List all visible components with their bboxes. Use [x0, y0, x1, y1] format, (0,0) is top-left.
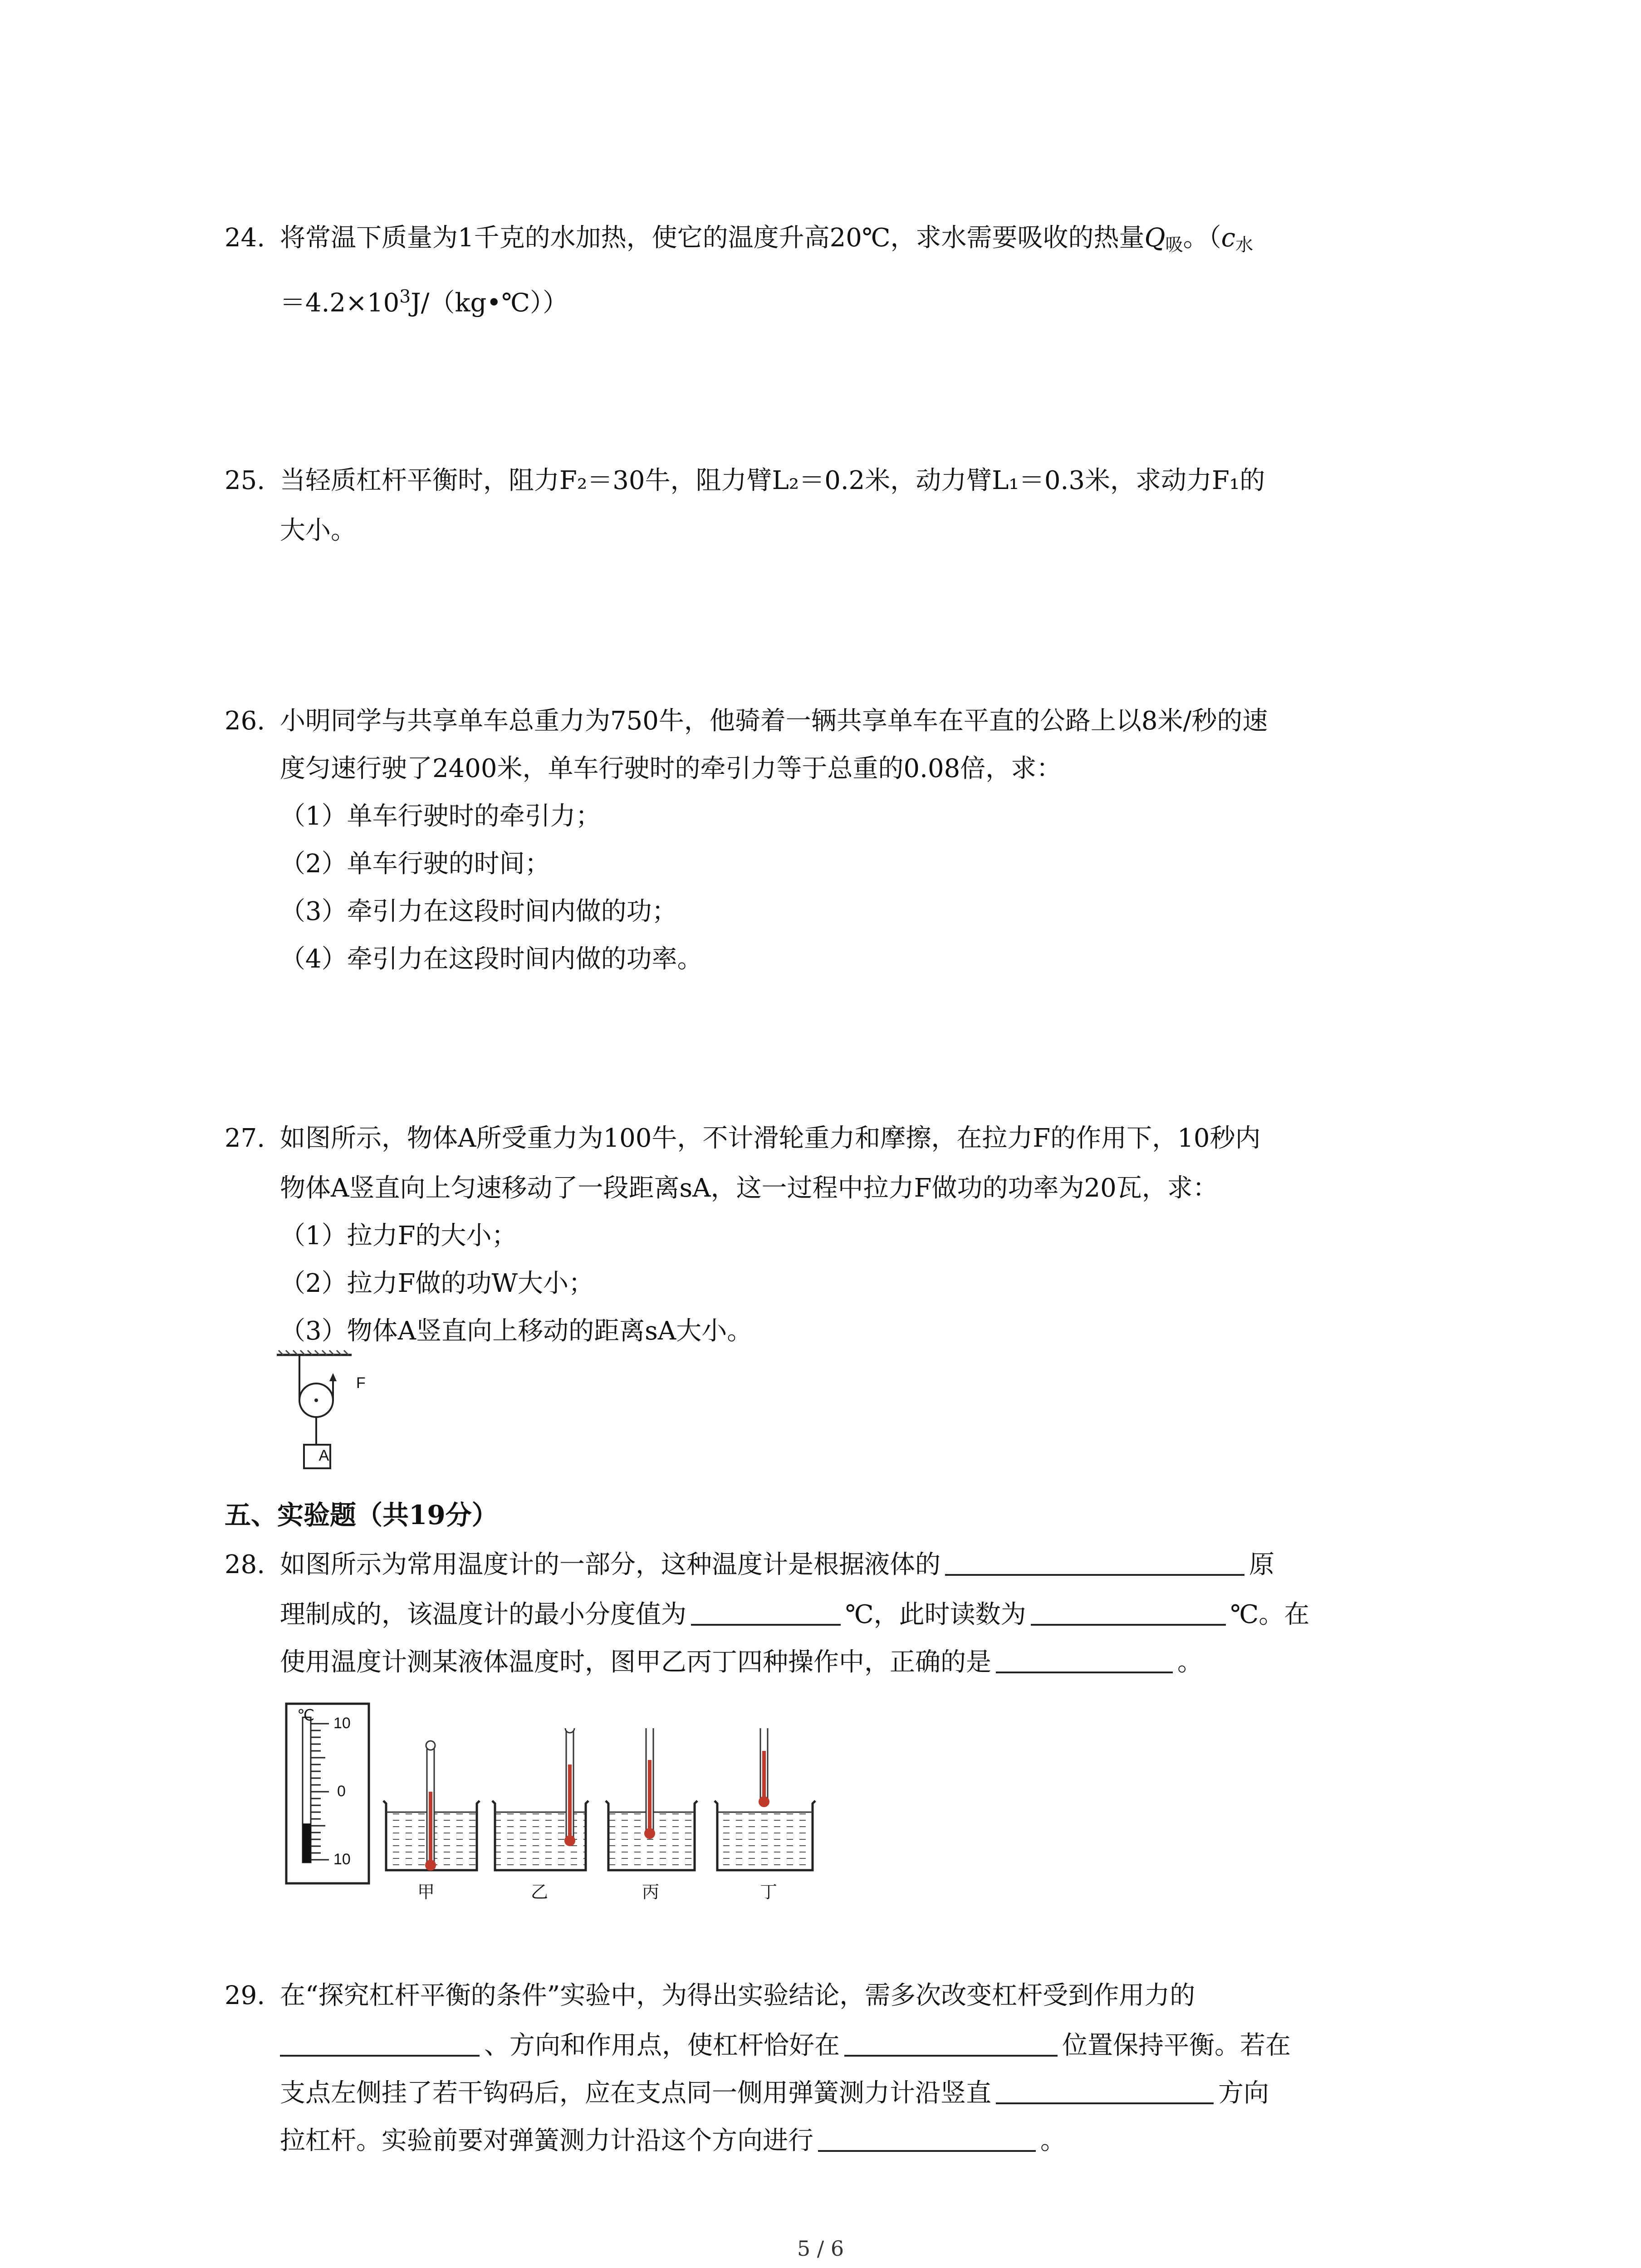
q29-line1: 在“探究杠杆平衡的条件”实验中，为得出实验结论，需多次改变杠杆受到作用力的 [280, 1981, 1195, 2010]
beaker-jia [383, 1741, 480, 1871]
q26-sub1: （1）单车行驶时的牵引力； [280, 802, 601, 831]
q29-line2: 、方向和作用点，使杠杆恰好在 位置保持平衡。若在 [280, 2021, 1291, 2071]
q29-blank2 [844, 2028, 1058, 2057]
thermometer-label-top: 10 [333, 1715, 351, 1732]
beakers-figure [379, 1728, 833, 1882]
q29-line4: 拉杠杆。实验前要对弹簧测力计沿这个方向进行 。 [280, 2116, 1066, 2166]
q29-number: 29. [225, 1981, 265, 2010]
q26-sub4: （4）牵引力在这段时间内做的功率。 [280, 944, 703, 974]
q28-line1: 如图所示为常用温度计的一部分，这种温度计是根据液体的 原 [280, 1540, 1274, 1590]
q27-number: 27. [225, 1124, 265, 1153]
beaker-yi [492, 1728, 588, 1870]
q27-line1: 如图所示，物体A所受重力为100牛，不计滑轮重力和摩擦，在拉力F的作用下，10秒内 [280, 1124, 1261, 1153]
q24-line1: 将常温下质量为1千克的水加热，使它的温度升高20℃，求水需要吸收的热量$Q_吸$。（$c_水$ [280, 223, 1254, 255]
q26-line1: 小明同学与共享单车总重力为750牛，他骑着一辆共享单车在平直的公路上以8米/秒的速 [280, 706, 1268, 736]
q28-number: 28. [225, 1550, 265, 1579]
q29-blank4 [818, 2123, 1036, 2152]
thermometer-unit: ℃ [297, 1707, 315, 1724]
q28-line3: 使用温度计测某液体温度时，图甲乙丙丁四种操作中，正确的是 。 [280, 1637, 1203, 1687]
q28-blank1 [945, 1547, 1244, 1576]
thermometer-label-zero: 0 [337, 1783, 346, 1800]
pulley-block-label: A [318, 1447, 329, 1464]
pulley-diagram [272, 1349, 363, 1486]
q25-number: 25. [225, 466, 265, 495]
section-heading: 五、实验题（共19分） [225, 1500, 498, 1530]
q26-sub2: （2）单车行驶的时间； [280, 849, 550, 879]
q27-line2: 物体A竖直向上匀速移动了一段距离sA，这一过程中拉力F做功的功率为20瓦，求： [280, 1173, 1218, 1203]
q24-line2: $=4.2\times 10^3J/(kg•℃)$） [280, 287, 568, 318]
q26-number: 26. [225, 706, 265, 736]
q28-blank2 [691, 1597, 841, 1626]
q28-blank3 [1031, 1597, 1226, 1626]
q27-sub3: （3）物体A竖直向上移动的距离sA大小。 [280, 1316, 753, 1346]
q27-sub1: （1）拉力F的大小； [280, 1221, 517, 1251]
q25-line1: 当轻质杠杆平衡时，阻力F₂＝30牛，阻力臂L₂＝0.2米，动力臂L₁＝0.3米，求动力F₁的 [280, 466, 1265, 495]
page-number: 5 / 6 [797, 2236, 844, 2261]
pulley-force-label: F [356, 1374, 366, 1392]
q26-sub3: （3）牵引力在这段时间内做的功； [280, 897, 677, 926]
q25-line2: 大小。 [280, 516, 356, 545]
beaker-label-jia: 甲 [417, 1882, 435, 1902]
q28-line2: 理制成的，该温度计的最小分度值为 ℃，此时读数为 ℃。在 [280, 1590, 1309, 1640]
q28-blank4 [996, 1644, 1173, 1673]
beaker-label-yi: 乙 [531, 1882, 549, 1902]
q29-line3: 支点左侧挂了若干钩码后，应在支点同一侧用弹簧测力计沿竖直 方向 [280, 2068, 1269, 2118]
beaker-bing [606, 1728, 697, 1870]
q24-number: 24. [225, 223, 265, 253]
beaker-label-ding: 丁 [760, 1882, 778, 1902]
thermometer-label-bottom: 10 [333, 1851, 351, 1868]
q26-line2: 度匀速行驶了2400米，单车行驶时的牵引力等于总重的0.08倍，求： [280, 754, 1062, 783]
q27-sub2: （2）拉力F做的功W大小； [280, 1269, 594, 1298]
thermometer-scale [284, 1701, 374, 1887]
beaker-ding [715, 1728, 815, 1870]
beaker-label-bing: 丙 [642, 1882, 660, 1902]
q29-blank3 [996, 2075, 1214, 2104]
q29-blank1 [280, 2028, 480, 2057]
